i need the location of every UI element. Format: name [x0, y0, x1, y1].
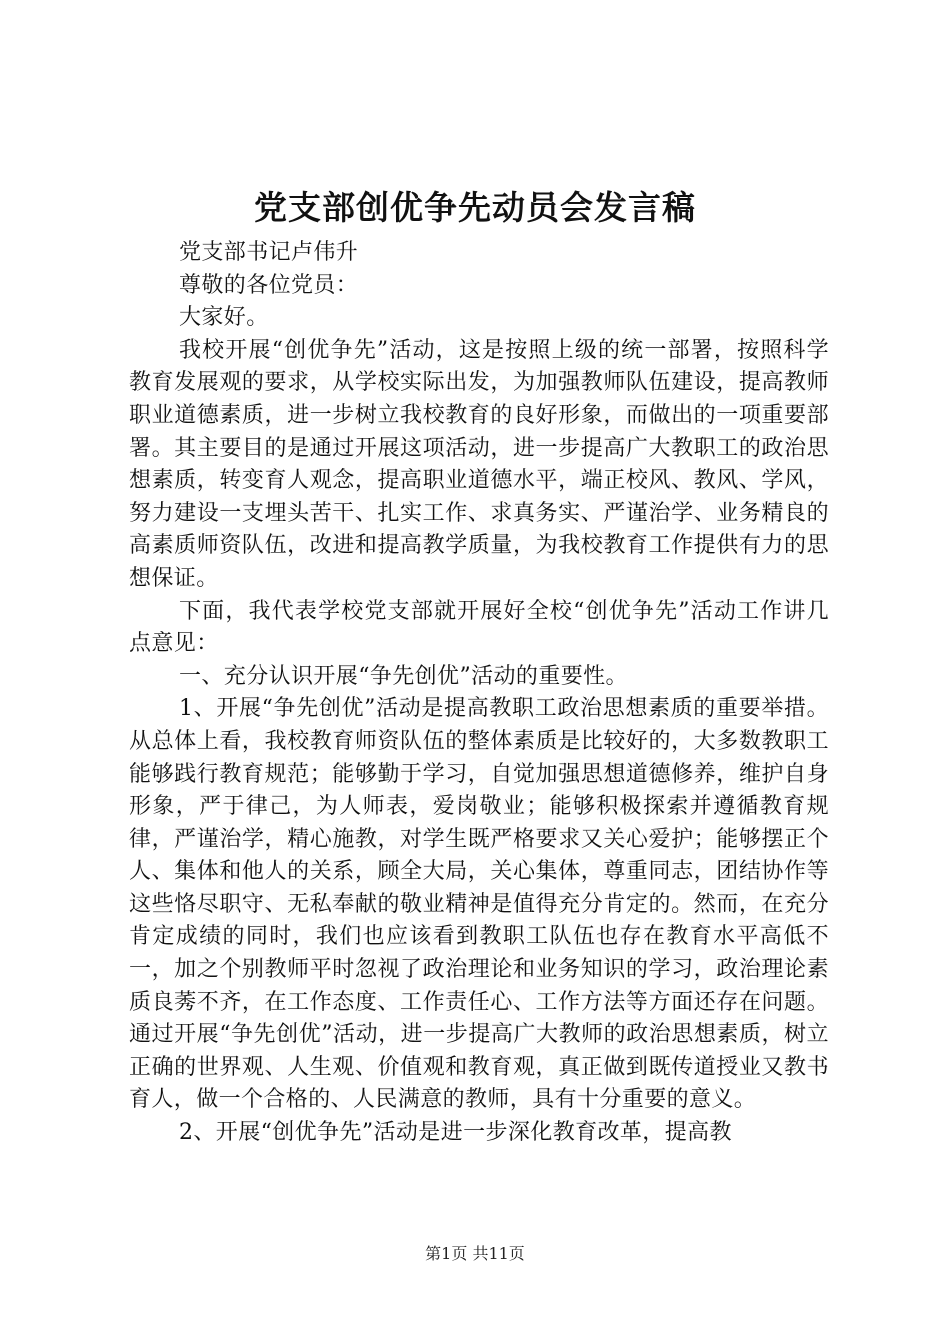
author-line: 党支部书记卢伟升 [179, 240, 359, 265]
section-heading: 一、充分认识开展“争先创优”活动的重要性。 [179, 663, 628, 689]
greeting: 大家好。 [179, 305, 269, 331]
document-body [129, 237, 829, 1150]
salutation: 尊敬的各位党员： [179, 272, 359, 298]
body-paragraph: 下面，我代表学校党支部就开展好全校“创优争先”活动工作讲几点意见： [129, 598, 829, 657]
document-title: 党支部创优争先动员会发言稿 [254, 188, 696, 227]
body-paragraph: 我校开展“创优争先”活动，这是按照上级的统一部署，按照科学教育发展观的要求，从学校实际出发，为加强教师队伍建设，提高教师职业道德素质，进一步树立我校教育的良好形象，而做出的一项重要部署。其主要目的是通过开展这项活动，进一步提高广大教职工的政治思想素质，转变育人观念，提高职业道德水平，端正校风、教风、学风，努力建设一支埋头苦干、扎实工作、求真务实、严谨治学、业务精良的高素质师资队伍，改进和提高教学质量，为我校教育工作提供有力的思想保证。 [129, 337, 829, 591]
body-paragraph: 2、开展“创优争先”活动是进一步深化教育改革，提高教 [179, 1120, 732, 1146]
body-paragraph: 1、开展“争先创优”活动是提高教职工政治思想素质的重要举措。从总体上看，我校教育师资队伍的整体素质是比较好的，大多数教职工能够践行教育规范；能够勤于学习，自觉加强思想道德修养，维护自身形象，严于律己，为人师表，爱岗敬业；能够积极探索并遵循教育规律，严谨治学，精心施教，对学生既严格要求又关心爱护；能够摆正个人、集体和他人的关系，顾全大局，关心集体，尊重同志，团结协作等这些恪尽职守、无私奉献的敬业精神是值得充分肯定的。然而，在充分肯定成绩的同时，我们也应该看到教职工队伍也存在教育水平高低不一，加之个别教师平时忽视了政治理论和业务知识的学习，政治理论素质良莠不齐，在工作态度、工作责任心、工作方法等方面还存在问题。通过开展“争先创优”活动，进一步提高广大教师的政治思想素质，树立正确的世界观、人生观、价值观和教育观，真正做到既传道授业又教书育人，做一个合格的、人民满意的教师，具有十分重要的意义。 [129, 696, 829, 1113]
page-number-footer: 第1页 共11页 [425, 1244, 525, 1263]
